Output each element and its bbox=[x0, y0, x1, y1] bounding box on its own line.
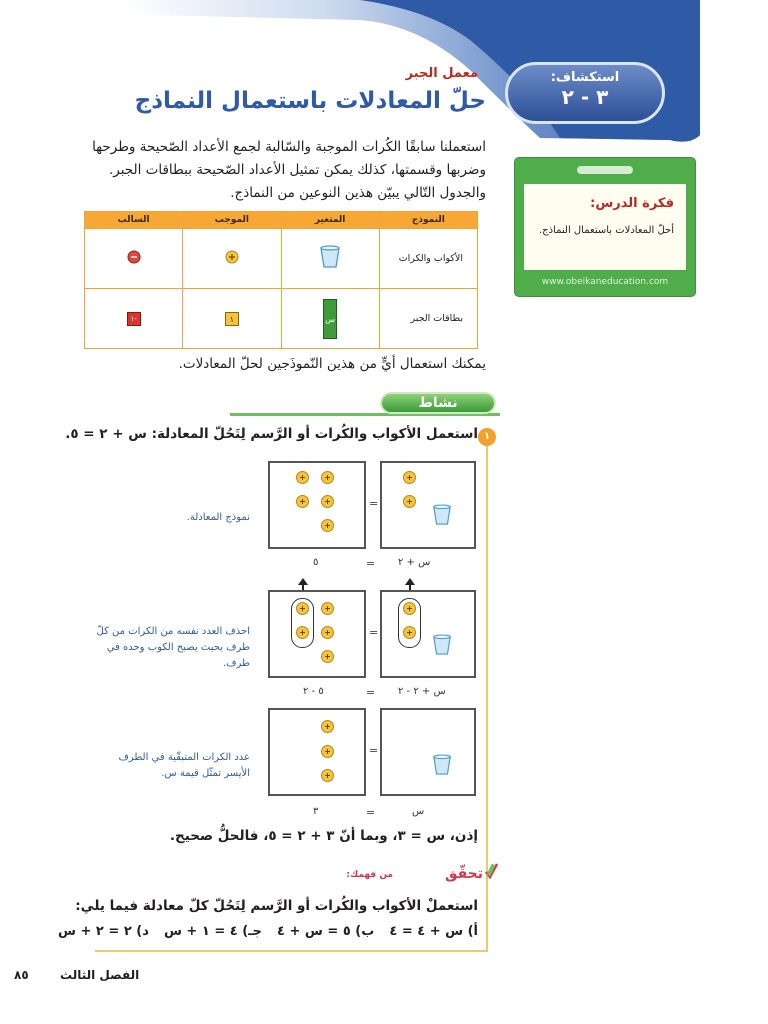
step2-note: احذف العدد نفسه من الكرات من كلّ طرف بحيث يصبح الكوب وحده في طرف. bbox=[96, 626, 250, 669]
check-sublabel: من فهمك: bbox=[346, 870, 393, 880]
right-side-panel bbox=[268, 461, 366, 549]
cup-icon bbox=[432, 634, 452, 656]
model-cups-counters: الأكواب والكرات bbox=[379, 229, 477, 289]
negative-tile-icon: -١ bbox=[127, 312, 141, 326]
exercise-list bbox=[58, 924, 478, 939]
positive-counter bbox=[321, 650, 334, 663]
positive-counter-cell bbox=[183, 229, 281, 289]
intro-paragraph bbox=[66, 136, 486, 205]
activity-frame-bottom bbox=[95, 950, 488, 952]
step1-left-caption: س + ٢ bbox=[398, 557, 431, 568]
activity-instruction: استعمل الأكواب والكُرات أو الرَّسم لِتَحُلّ المعادلة: س + ٢ = ٥. bbox=[65, 426, 478, 442]
variable-tile-icon: س bbox=[323, 299, 337, 339]
intro-line-3: والجدول التّالي يبيّن هذين النوعين من النماذج. bbox=[230, 185, 486, 201]
positive-counter bbox=[321, 626, 334, 639]
equals-sign: = bbox=[366, 806, 376, 819]
models-table bbox=[84, 211, 478, 349]
exercise-b: ب) ٥ = س + ٤ bbox=[277, 924, 375, 939]
positive-tile-icon: ١ bbox=[225, 312, 239, 326]
pencil-check-icon bbox=[484, 862, 498, 880]
exercise-d: د) ٢ = ٢ + س bbox=[58, 924, 149, 939]
equals-sign: = bbox=[369, 744, 379, 757]
step1-note: نموذج المعادلة. bbox=[186, 512, 250, 523]
positive-counter bbox=[403, 602, 416, 615]
positive-counter bbox=[321, 519, 334, 532]
website-link[interactable]: www.obeikaneducation.com bbox=[541, 277, 669, 287]
step2-left-caption: س + ٢ - ٢ bbox=[398, 686, 446, 697]
cup-icon bbox=[319, 245, 341, 269]
explore-badge bbox=[505, 62, 665, 124]
lesson-idea-text: أحلّ المعادلات باستعمال النماذج. bbox=[538, 225, 674, 236]
lab-label: معمل الجبر bbox=[405, 66, 478, 81]
equals-sign: = bbox=[366, 686, 376, 699]
check-label: تحقّق bbox=[444, 866, 483, 882]
intro-line-2: وضربها وقسمتها، كذلك يمكن تمثيل الأعداد الصّحيحة ببطاقات الجبر. bbox=[108, 162, 486, 178]
cup-icon bbox=[432, 504, 452, 526]
explore-number: ٣ - ٢ bbox=[561, 85, 609, 109]
positive-counter bbox=[321, 745, 334, 758]
positive-counter bbox=[321, 495, 334, 508]
table-row bbox=[85, 229, 478, 289]
step2-right-caption: ٥ - ٢ bbox=[303, 686, 324, 697]
model-algebra-tiles: بطاقات الجبر bbox=[379, 289, 477, 349]
positive-tile-cell bbox=[183, 289, 281, 349]
negative-counter-icon bbox=[127, 250, 141, 264]
exercise-c: جـ) ٤ = ١ + س bbox=[163, 924, 262, 939]
left-side-panel bbox=[380, 590, 476, 678]
left-side-panel bbox=[380, 461, 476, 549]
check-instruction: استعملْ الأكواب والكُرات أو الرَّسم لِتَحُلّ كلّ معادلة فيما يلي: bbox=[75, 898, 478, 914]
step1-right-caption: ٥ bbox=[313, 557, 319, 568]
right-side-panel bbox=[268, 590, 366, 678]
footer-chapter: الفصل الثالث bbox=[60, 968, 140, 982]
model-usage-text: يمكنك استعمال أيٍّ من هذين النّموذَجين لحلّ المعادلات. bbox=[178, 356, 486, 372]
table-row bbox=[85, 289, 478, 349]
positive-counter bbox=[321, 720, 334, 733]
left-side-panel bbox=[380, 708, 476, 796]
positive-counter bbox=[321, 471, 334, 484]
header-model: النموذج bbox=[379, 212, 477, 229]
equals-sign: = bbox=[366, 557, 376, 570]
step3-right-caption: ٣ bbox=[313, 806, 319, 817]
cup-cell bbox=[281, 229, 379, 289]
exercise-a: أ) س + ٤ = ٤ bbox=[389, 924, 478, 939]
positive-counter bbox=[403, 471, 416, 484]
right-side-panel bbox=[268, 708, 366, 796]
clip-icon bbox=[577, 166, 633, 174]
conclusion-text: إذن، س = ٣، وبما أنّ ٣ + ٢ = ٥، فالحلُّ صحيح. bbox=[169, 828, 478, 844]
intro-line-1: استعملنا سابقًا الكُرات الموجبة والسّالبة لجمع الأعداد الصّحيحة وطرحها bbox=[92, 139, 486, 155]
positive-counter bbox=[296, 626, 309, 639]
explore-label: استكشاف: bbox=[550, 70, 620, 85]
positive-counter bbox=[403, 626, 416, 639]
negative-tile-cell bbox=[85, 289, 183, 349]
activity-number-badge: ١ bbox=[478, 428, 496, 446]
activity-badge: نشاط bbox=[380, 392, 496, 414]
positive-counter bbox=[296, 602, 309, 615]
positive-counter bbox=[321, 602, 334, 615]
lesson-title: حلّ المعادلات باستعمال النماذج bbox=[134, 88, 486, 114]
cup-icon bbox=[432, 754, 452, 776]
header-positive: الموجب bbox=[183, 212, 281, 229]
step3-note: عدد الكرات المتبقّية في الطرف الأيسر تمثّل قيمة س. bbox=[118, 752, 250, 779]
positive-counter bbox=[296, 495, 309, 508]
header-negative: السالب bbox=[85, 212, 183, 229]
positive-counter bbox=[296, 471, 309, 484]
header-variable: المتغير bbox=[281, 212, 379, 229]
table-header-row bbox=[85, 212, 478, 229]
positive-counter bbox=[403, 495, 416, 508]
variable-tile-cell bbox=[281, 289, 379, 349]
equals-sign: = bbox=[369, 626, 379, 639]
lesson-idea-title: فكرة الدرس: bbox=[590, 196, 674, 211]
page-number: ٨٥ bbox=[14, 968, 29, 982]
equals-sign: = bbox=[369, 497, 379, 510]
positive-counter-icon bbox=[225, 250, 239, 264]
negative-counter-cell bbox=[85, 229, 183, 289]
step3-left-caption: س bbox=[412, 806, 425, 817]
positive-counter bbox=[321, 769, 334, 782]
